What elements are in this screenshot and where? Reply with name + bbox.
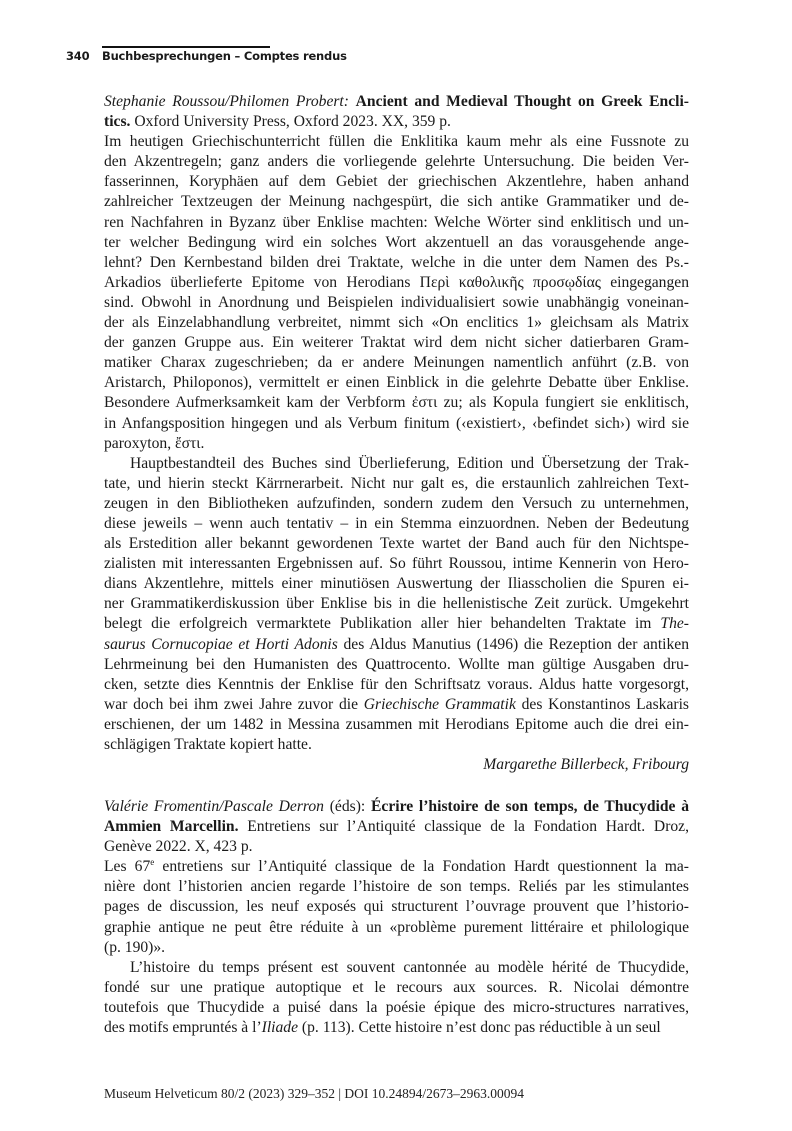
book-title-text: Ancient and Medieval Thought on Greek Encli- [355, 93, 690, 110]
text-segment: Oxford University Press, Oxford 2023. XX, 359 p. [130, 113, 451, 131]
paragraph-line: schlägigen Traktate kopiert hatte. [104, 736, 312, 753]
paragraph-line: den Akzentregeln; ganz anders die vorliegende gelehrte Untersuchung. Die beiden Ver- [104, 153, 689, 171]
paragraph-line: fasserinnen, Koryphäen auf dem Gebiet der griechischen Akzentlehre, haben anhand [104, 173, 689, 191]
entry-heading-line [104, 817, 689, 837]
paragraph-line: fondé sur une pratique autoptique et le recours aux sources. R. Nicolai démontre [104, 978, 689, 996]
paragraph-line: Aristarch, Philoponos), vermittelt er einen Einblick in die gelehrte Debatte über Enklise. [104, 374, 689, 392]
paragraph-line: als Erstedition aller bekannt gewordenen Texte wartet der Band auch für den Nichtspe- [104, 535, 689, 553]
paragraph-line: graphie antique ne peut être réduite à un «problème purement littéraire et philologique [104, 918, 689, 936]
paragraph-line: toutefois que Thucydide a puisé dans la poésie épique des micro-structures narratives, [104, 998, 689, 1016]
paragraph-line: ren Nachfahren in Byzanz über Enklise machten: Welche Wörter sind enklitisch und un- [104, 213, 689, 231]
text-segment: des Konstantinos Laskaris [515, 695, 689, 713]
paragraph-line: der als Einzelabhandlung verbreitet, nimmt sich «On enclitics 1» gleichsam als Matrix [104, 314, 689, 332]
paragraph-line: Im heutigen Griechischunterricht füllen die Enklitika kaum mehr als eine Fussnote zu [104, 133, 689, 151]
paragraph-line: sind. Obwohl in Anordnung und Beispielen individualisiert sowie unabhängig voneinan- [104, 293, 689, 311]
paragraph-line: cken, setzte dies Kenntnis der Enklise für den Schriftsatz voraus. Aldus hatte vorgesorgt, [104, 675, 689, 693]
paragraph-line: zialisten mit interessanten Ergebnissen auf. So führt Roussou, intime Kennerin von Hero- [104, 555, 689, 573]
running-header [66, 49, 347, 63]
review-entry [104, 92, 689, 775]
paragraph-line: Hauptbestandteil des Buches sind Überlieferung, Edition und Übersetzung der Trak- [130, 454, 689, 472]
paragraph-line: Lehrmeinung bei den Humanisten des Quattrocento. Wollte man gültige Ausgaben dru- [104, 655, 689, 673]
paragraph-line: nière dont l’historien ancien regarde l’histoire de son temps. Reliés par les stimulantes [104, 878, 689, 896]
paragraph-line: ner Grammatikerdiskussion über Enklise bis in die hellenistische Zeit zurück. Umgekehrt [104, 595, 689, 613]
paragraph-line: Besondere Aufmerksamkeit kam der Verbform ἐστι zu; als Kopula fungiert sie enklitisch, [104, 394, 689, 412]
italic-text: saurus Cornucopiae et Horti Adonis [104, 635, 338, 653]
paragraph-line: zahlreicher Textzeugen der Meinung nachgespürt, die sich antike Grammatiker und de- [104, 193, 689, 211]
paragraph-line [104, 614, 689, 634]
book-title-text: tics. [104, 113, 131, 131]
entry-heading-line [104, 837, 689, 857]
superscript: e [150, 857, 155, 868]
section-title: Buchbesprechungen – Comptes rendus [102, 49, 347, 63]
paragraph-line [104, 857, 689, 877]
paragraph-line: matiker Charax zugeschrieben; da er andere Meinungen namentlich anführt (z.B. von [104, 354, 689, 372]
paragraph-line: der ganzen Gruppe aus. Ein weiterer Traktat wird dem nicht sicher datierbaren Gram- [104, 334, 689, 352]
header-rule [102, 46, 270, 48]
text-segment: belegt die erfolgreich vermarktete Publikation aller hier behandelten Traktate im [104, 615, 661, 633]
text-segment: des Aldus Manutius (1496) die Rezeption der antiken [337, 635, 690, 653]
book-title-text: Ammien Marcellin. [104, 818, 239, 836]
paragraph-line [104, 695, 689, 715]
book-title-text: Écrire l’histoire de son temps, de Thucydide à [371, 798, 689, 815]
text-segment: Entretiens sur l’Antiquité classique de la Fondation Hardt. Droz, [238, 818, 690, 836]
italic-text: The- [660, 615, 689, 633]
page-number: 340 [66, 49, 90, 63]
paragraph-line [104, 1018, 689, 1038]
paragraph-line: zeugen in den Bibliotheken aufzufinden, sondern zudem den Versuch zu unternehmen, [104, 494, 689, 512]
reviewer-signature: Margarethe Billerbeck, Fribourg [483, 756, 689, 774]
text-segment: (p. 113). Cette histoire n’est donc pas réductible à un seul [298, 1019, 661, 1037]
paragraph-line: (p. 190)». [104, 938, 166, 956]
entry-heading-line [104, 92, 689, 112]
italic-text: Iliade [261, 1019, 299, 1037]
italic-text: Valérie Fromentin/Pascale Derron [104, 798, 324, 815]
review-entry [104, 797, 689, 1038]
italic-text: Griechische Grammatik [363, 695, 516, 713]
entry-heading-line [104, 797, 689, 817]
paragraph-line: erschienen, der um 1482 in Messina zusammen mit Herodians Epitome auch die drei ein- [104, 715, 689, 733]
paragraph-line: Arkadios überlieferte Epitome von Herodians Περὶ καθολικῆς προσῳδίας eingegangen [104, 273, 689, 291]
paragraph-line: L’histoire du temps présent est souvent cantonnée au modèle hérité de Thucydide, [130, 958, 689, 976]
paragraph-line: lehnt? Den Kernbestand bilden drei Traktate, welche in die unter dem Namen des Ps.- [104, 253, 689, 271]
paragraph-line [104, 635, 689, 655]
paragraph-line: ter welcher Bedingung wird ein solches Wort akzentuell an das vorausgehende ange- [104, 233, 689, 251]
text-segment: war doch bei ihm zwei Jahre zuvor die [104, 695, 364, 713]
italic-text: Stephanie Roussou/Philomen Probert: [104, 93, 356, 110]
entry-heading-line [104, 112, 689, 132]
text-segment: (éds): [323, 798, 372, 815]
paragraph-line: diese jeweils – wenn auch tentativ – in ein Stemma einzuordnen. Neben der Bedeutung [104, 514, 689, 532]
text-segment: Genève 2022. X, 423 p. [104, 838, 253, 856]
paragraph-line: paroxyton, ἔστι. [104, 434, 205, 452]
text-segment: entretiens sur l’Antiquité classique de la Fondation Hardt questionnent la ma- [154, 858, 689, 876]
paragraph-line: dians Akzentlehre, mittels einer minutiösen Auswertung der Iliasscholien die Spuren ei- [104, 575, 689, 593]
text-segment: Les 67 [104, 858, 151, 876]
paragraph-line: tate, und hierin steckt Kärrnerarbeit. Nicht nur galt es, die erstaunlich zahlreichen Text- [104, 474, 689, 492]
text-segment: des motifs empruntés à l’ [104, 1019, 262, 1037]
paragraph-line: in Anfangsposition hingegen und als Verbum finitum (‹existiert›, ‹befindet sich›) wird sie [104, 414, 689, 432]
journal-citation: Museum Helveticum 80/2 (2023) 329–352 | DOI 10.24894/2673–2963.00094 [104, 1086, 525, 1101]
paragraph-line: pages de discussion, les neuf exposés qui structurent l’ouvrage prouvent que l’historio- [104, 898, 689, 916]
